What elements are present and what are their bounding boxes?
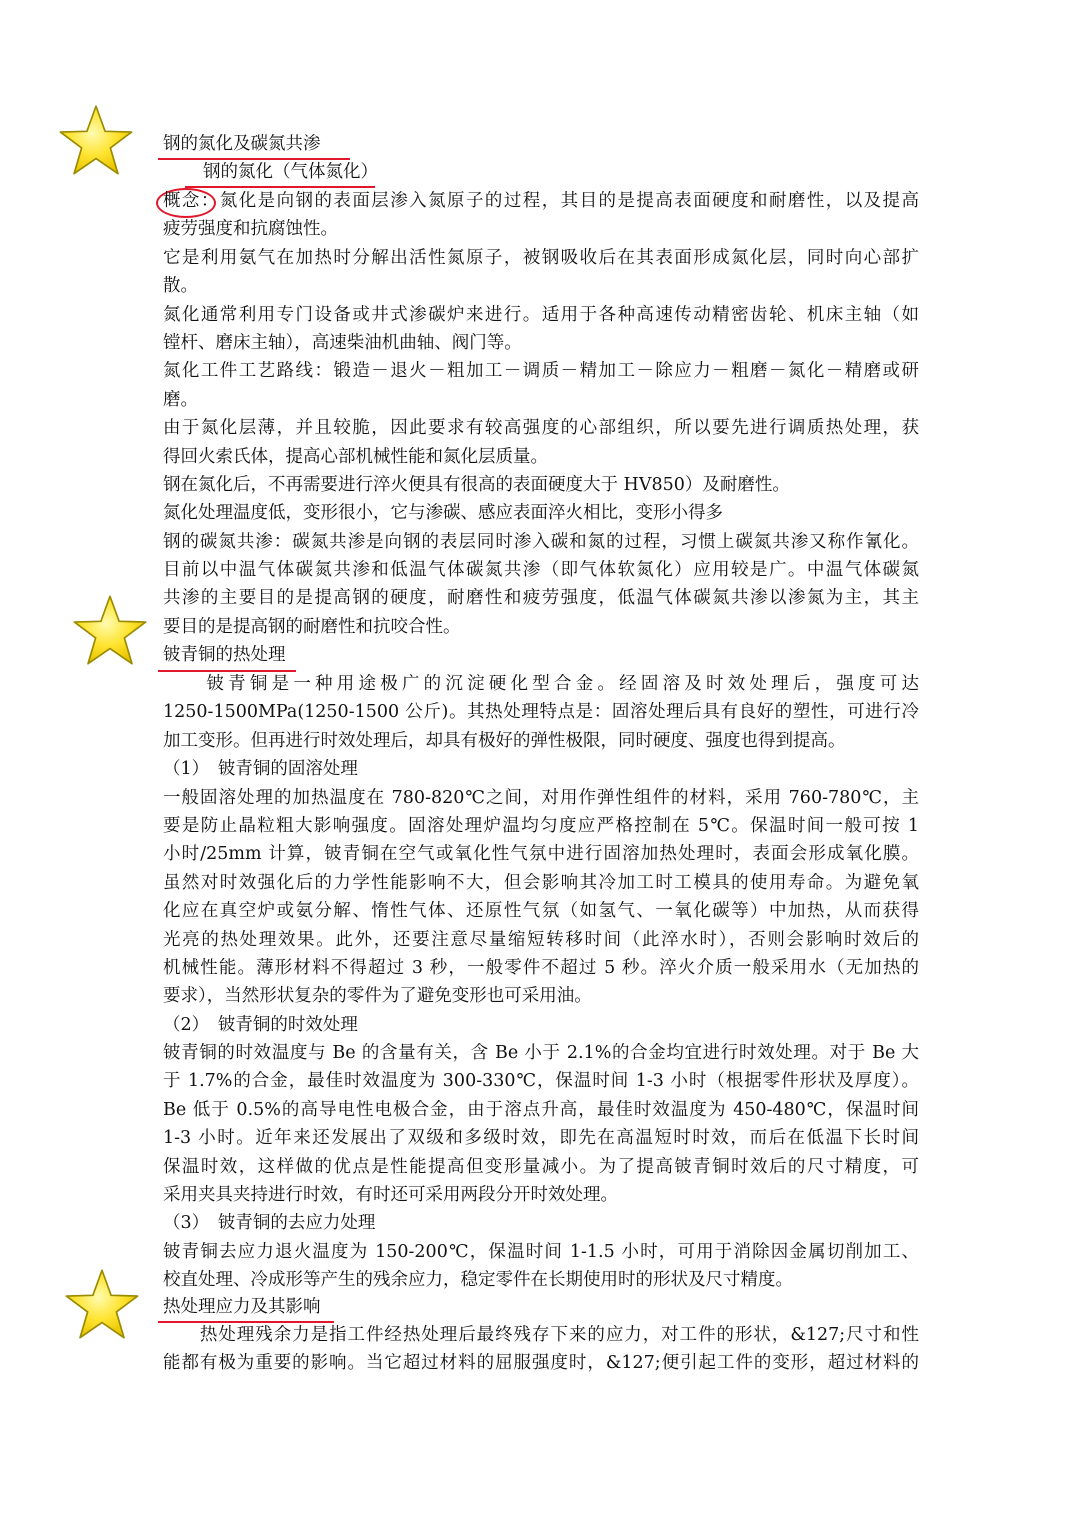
text-line: 于 1.7%的合金，最佳时效温度为 300-330℃，保温时间 1-3 小时（根据零件形状及厚度）。 <box>163 1071 919 1092</box>
section-subtitle: 钢的氮化（气体氮化） <box>203 162 378 182</box>
subsection-heading: （2） 铍青铜的时效处理 <box>163 1014 358 1035</box>
text-line: 要求），当然形状复杂的零件为了避免变形也可采用油。 <box>163 986 592 1007</box>
text-line: 1-3 小时。近年来还发展出了双级和多级时效，即先在高温短时时效，而后在低温下长时间 <box>163 1128 919 1149</box>
text-line: 要是防止晶粒粗大影响强度。固溶处理炉温均匀度应严格控制在 5℃。保温时间一般可按 1 <box>163 815 919 836</box>
text-line: 钢的碳氮共渗：碳氮共渗是向钢的表层同时渗入碳和氮的过程，习惯上碳氮共渗又称作氰化。 <box>163 531 919 552</box>
text-line: 磨。 <box>163 389 198 410</box>
star-icon <box>72 594 148 666</box>
text-line: 得回火索氏体，提高心部机械性能和氮化层质量。 <box>163 446 548 467</box>
text-line: 化应在真空炉或氨分解、惰性气体、还原性气氛（如氢气、一氧化碳等）中加热，从而获得 <box>163 901 919 922</box>
section3-body <box>163 1321 919 1378</box>
text-line: 小时/25mm 计算，铍青铜在空气或氧化性气氛中进行固溶加热处理时，表面会形成氧化膜。 <box>163 844 919 865</box>
section2-body <box>163 670 919 1295</box>
text-line: 校直处理、冷成形等产生的残余应力，稳定零件在长期使用时的形状及尺寸精度。 <box>163 1270 793 1291</box>
text-line: 一般固溶处理的加热温度在 780-820℃之间，对用作弹性组件的材料，采用 760-780℃，主 <box>163 787 919 808</box>
text-line: 热处理残余力是指工件经热处理后最终残存下来的应力，对工件的形状，&127;尺寸和性 <box>163 1325 919 1345</box>
text-line: 加工变形。但再进行时效处理后，却具有极好的弹性极限，同时硬度、强度也得到提高。 <box>163 730 846 751</box>
text-line: 氮化通常利用专门设备或井式渗碳炉来进行。适用于各种高速传动精密齿轮、机床主轴（如 <box>163 304 919 325</box>
section1-body <box>163 187 919 641</box>
text-line: 散。 <box>163 276 198 297</box>
text-line: 铍青铜是一种用途极广的沉淀硬化型合金。经固溶及时效处理后，强度可达 <box>163 674 919 694</box>
star-icon <box>64 1268 140 1340</box>
text-line: 虽然对时效强化后的力学性能影响不大，但会影响其冷加工时工模具的使用寿命。为避免氧 <box>163 872 919 893</box>
text-line: 1250-1500MPa(1250-1500 公斤)。其热处理特点是：固溶处理后具有良好的塑性，可进行冷 <box>163 702 919 723</box>
text-line: 氮化处理温度低，变形很小，它与渗碳、感应表面淬火相比，变形小得多 <box>163 503 723 524</box>
text-line: 保温时效，这样做的优点是性能提高但变形量减小。为了提高铍青铜时效后的尺寸精度，可 <box>163 1156 919 1177</box>
text-line: 机械性能。薄形材料不得超过 3 秒，一般零件不超过 5 秒。淬火介质一般采用水（无加热的 <box>163 957 919 978</box>
section-title: 钢的氮化及碳氮共渗 <box>163 134 321 154</box>
text-line: 铍青铜去应力退火温度为 150-200℃，保温时间 1-1.5 小时，可用于消除因金属切削加工、 <box>163 1241 919 1262</box>
subsection-heading: （3） 铍青铜的去应力处理 <box>163 1213 376 1234</box>
text-line: 钢在氮化后，不再需要进行淬火便具有很高的表面硬度大于 HV850）及耐磨性。 <box>163 474 790 495</box>
text-line: 概念：氮化是向钢的表面层渗入氮原子的过程，其目的是提高表面硬度和耐磨性，以及提高 <box>163 191 919 211</box>
text-line: 它是利用氨气在加热时分解出活性氮原子，被钢吸收后在其表面形成氮化层，同时向心部扩 <box>163 247 919 268</box>
text-line: Be 低于 0.5%的高导电性电极合金，由于溶点升高，最佳时效温度为 450-480℃，保温时间 <box>163 1099 919 1120</box>
text-line: 共渗的主要目的是提高钢的硬度，耐磨性和疲劳强度，低温气体碳氮共渗以渗氮为主，其主 <box>163 588 919 609</box>
text-line: 铍青铜的时效温度与 Be 的含量有关，含 Be 小于 2.1%的合金均宜进行时效处理。对于 Be 大 <box>163 1043 919 1064</box>
text-line: 镗杆、磨床主轴），高速柴油机曲轴、阀门等。 <box>163 332 522 353</box>
section-title: 热处理应力及其影响 <box>163 1297 321 1317</box>
star-icon <box>58 104 134 176</box>
text-line: 氮化工件工艺路线：锻造－退火－粗加工－调质－精加工－除应力－粗磨－氮化－精磨或研 <box>163 361 919 382</box>
text-line: 由于氮化层薄，并且较脆，因此要求有较高强度的心部组织，所以要先进行调质热处理，获 <box>163 418 919 439</box>
text-line: 疲劳强度和抗腐蚀性。 <box>163 219 338 240</box>
text-line: 采用夹具夹持进行时效，有时还可采用两段分开时效处理。 <box>163 1185 618 1206</box>
section-title: 铍青铜的热处理 <box>163 645 286 665</box>
text-line: 光亮的热处理效果。此外，还要注意尽量缩短转移时间（此淬水时），否则会影响时效后的 <box>163 929 919 950</box>
text-line: 能都有极为重要的影响。当它超过材料的屈服强度时，&127;便引起工件的变形，超过材料的 <box>163 1353 919 1374</box>
text-line: 要目的是提高钢的耐磨性和抗咬合性。 <box>163 616 461 637</box>
text-line: 目前以中温气体碳氮共渗和低温气体碳氮共渗（即气体软氮化）应用较是广。中温气体碳氮 <box>163 560 919 581</box>
subsection-heading: （1） 铍青铜的固溶处理 <box>163 759 358 780</box>
